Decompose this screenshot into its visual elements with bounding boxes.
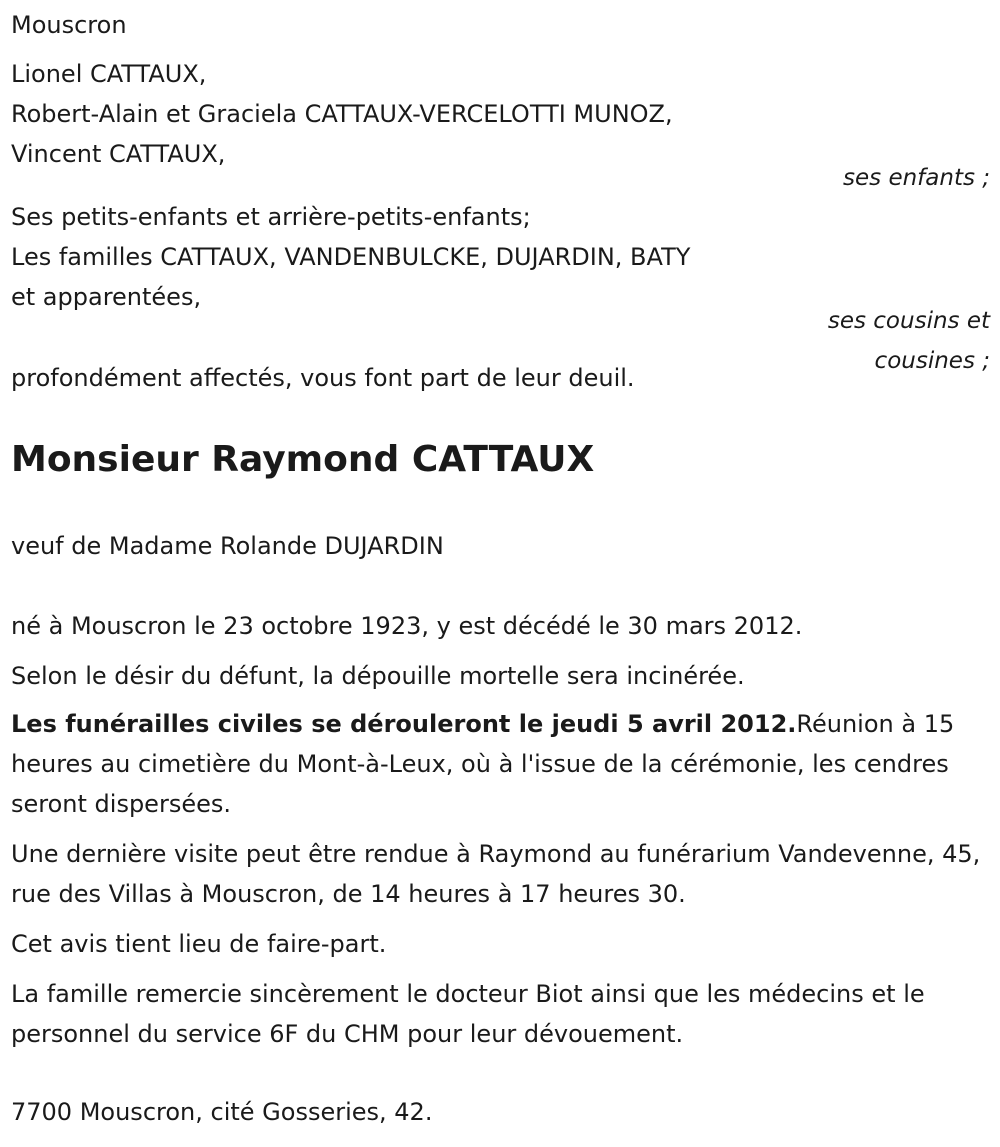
widower-line: veuf de Madame Rolande DUJARDIN	[11, 532, 444, 560]
grandchildren-line: Ses petits-enfants et arrière-petits-enfants;	[11, 203, 531, 231]
announcement-line: profondément affectés, vous font part de leur deuil.	[11, 364, 635, 392]
child-name-3: Vincent CATTAUX,	[11, 140, 226, 168]
cremation-line: Selon le désir du défunt, la dépouille mortelle sera incinérée.	[11, 662, 745, 690]
families-line-2: et apparentées,	[11, 283, 202, 311]
address-line: 7700 Mouscron, cité Gosseries, 42.	[11, 1098, 433, 1126]
funeral-bold-text: Les funérailles civiles se dérouleront le jeudi 5 avril 2012.	[11, 710, 797, 738]
child-name-1: Lionel CATTAUX,	[11, 60, 207, 88]
city-heading: Mouscron	[11, 11, 127, 39]
families-line-1: Les familles CATTAUX, VANDENBULCKE, DUJARDIN, BATY	[11, 243, 691, 271]
thanks-paragraph: La famille remercie sincèrement le docteur Biot ainsi que les médecins et le personnel du service 6F du CHM pour leur dévouement.	[11, 980, 925, 1048]
cousins-role-2: cousines ;	[874, 348, 990, 374]
cousins-role-1: ses cousins et	[827, 308, 990, 334]
funeral-rest-text: Réunion à 15 heures au cimetière du Mont-à-Leux, où à l'issue de la cérémonie, les cendres seront dispersées.	[11, 710, 955, 818]
children-role: ses enfants ;	[843, 165, 990, 191]
visit-paragraph: Une dernière visite peut être rendue à Raymond au funérarium Vandevenne, 45, rue des Villas à Mouscron, de 14 heures à 17 heures 30.	[11, 840, 981, 908]
funeral-paragraph	[11, 704, 986, 824]
deceased-name: Monsieur Raymond CATTAUX	[11, 439, 595, 480]
birth-death-line: né à Mouscron le 23 octobre 1923, y est décédé le 30 mars 2012.	[11, 612, 803, 640]
notice-line: Cet avis tient lieu de faire-part.	[11, 930, 387, 958]
child-name-2: Robert-Alain et Graciela CATTAUX-VERCELOTTI MUNOZ,	[11, 100, 673, 128]
